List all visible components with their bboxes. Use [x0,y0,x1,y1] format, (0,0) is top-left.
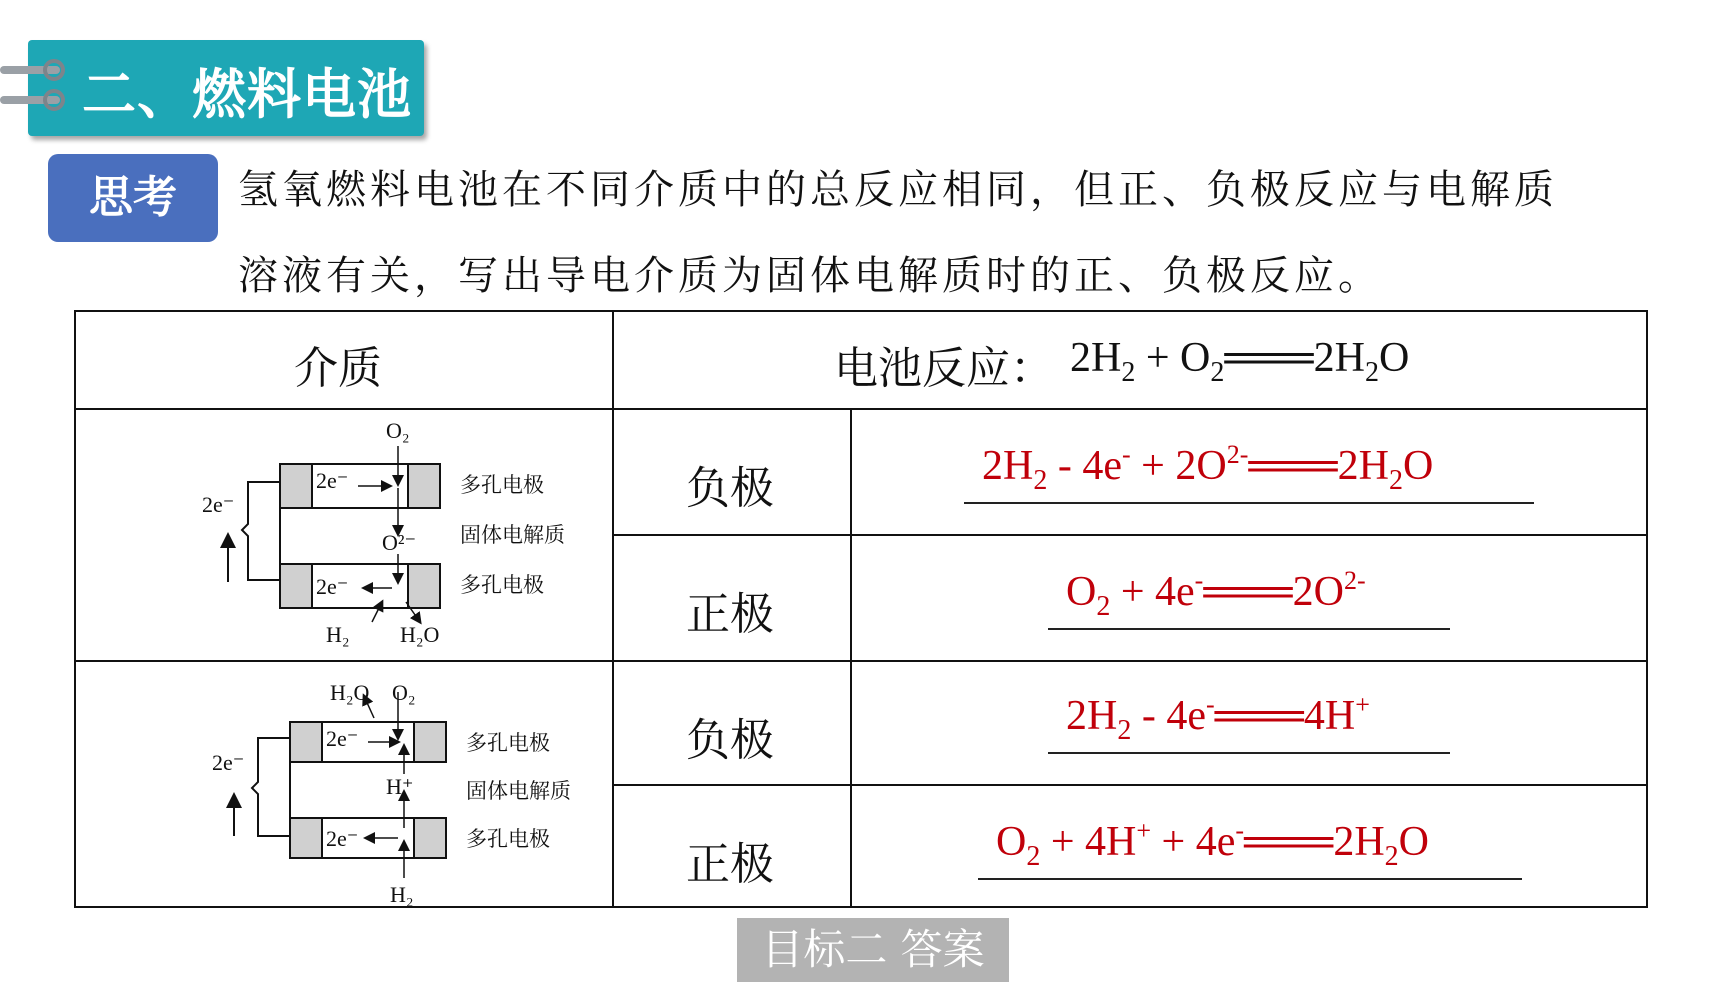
table-divider [613,534,1646,536]
table-divider [76,660,1646,662]
table-divider [850,408,852,906]
diagram-label: 固体电解质 [460,523,565,547]
answer-button-label[interactable]: 目标二 答案 [761,925,985,974]
answer-underline [978,878,1522,880]
electrode-label: 负极 [686,463,774,514]
electrode-label: 负极 [686,715,774,766]
header-reaction-equation: $2H_2$ + $O_2═══2H_2O$ [1070,335,1410,388]
diagram-label: 2e⁻ [326,826,359,851]
answer-underline [1048,628,1450,630]
answer-underline [964,502,1534,504]
header-medium: 介质 [294,343,382,394]
diagram-label: O₂ [392,680,416,705]
diagram-label: H₂ [390,882,414,906]
electrode-label: 正极 [686,589,774,640]
binder-rings-icon [0,58,70,118]
diagram-label: 2e⁻ [326,726,359,751]
answer-equation: $O_2 + 4H^+$ + $4e^-═══2H_2O$ [996,816,1429,872]
diagram-label: 2e⁻ [212,750,245,775]
diagram-label: H₂O [400,622,440,647]
diagram-label: 多孔电极 [466,731,550,755]
table-divider [612,312,614,906]
diagram-label: 多孔电极 [466,827,550,851]
diagram-label: 2e⁻ [316,468,349,493]
think-badge-label: 思考 [89,172,177,223]
reaction-table [74,310,1648,908]
diagram-label: O₂ [386,418,410,443]
diagram-label: 2e⁻ [316,574,349,599]
diagram-label: H₂ [326,622,350,647]
diagram-label: 多孔电极 [460,473,544,497]
question-line-1: 氢氧燃料电池在不同介质中的总反应相同，但正、负极反应与电解质 [238,167,1558,213]
diagram-label: 固体电解质 [466,779,571,803]
fuel-cell-diagram-proton [136,666,596,906]
table-divider [76,408,1646,410]
diagram-label: 多孔电极 [460,573,544,597]
diagram-label: H₂O [330,680,370,705]
answer-equation: $2H_2$ - 4e-═══4H+ [1066,690,1370,746]
question-line-2: 溶液有关，写出导电介质为固体电解质时的正、负极反应。 [238,253,1382,299]
answer-equation: $2H_2 - 4e^-$ + $2O^{2-}═══2H_2O$ [982,440,1434,496]
diagram-label: H⁺ [386,774,414,799]
answer-equation: $O_2$ + $4e^-═══2O^{2-}$ [1066,566,1366,622]
section-title: 二、燃料电池 [82,63,412,126]
fuel-cell-diagram-oxide [136,416,596,656]
diagram-label: O²⁻ [382,530,417,555]
answer-underline [1048,752,1450,754]
table-divider [613,784,1646,786]
header-reaction-label: 电池反应： [834,343,1054,394]
diagram-label: 2e⁻ [202,492,235,517]
electrode-label: 正极 [686,839,774,890]
